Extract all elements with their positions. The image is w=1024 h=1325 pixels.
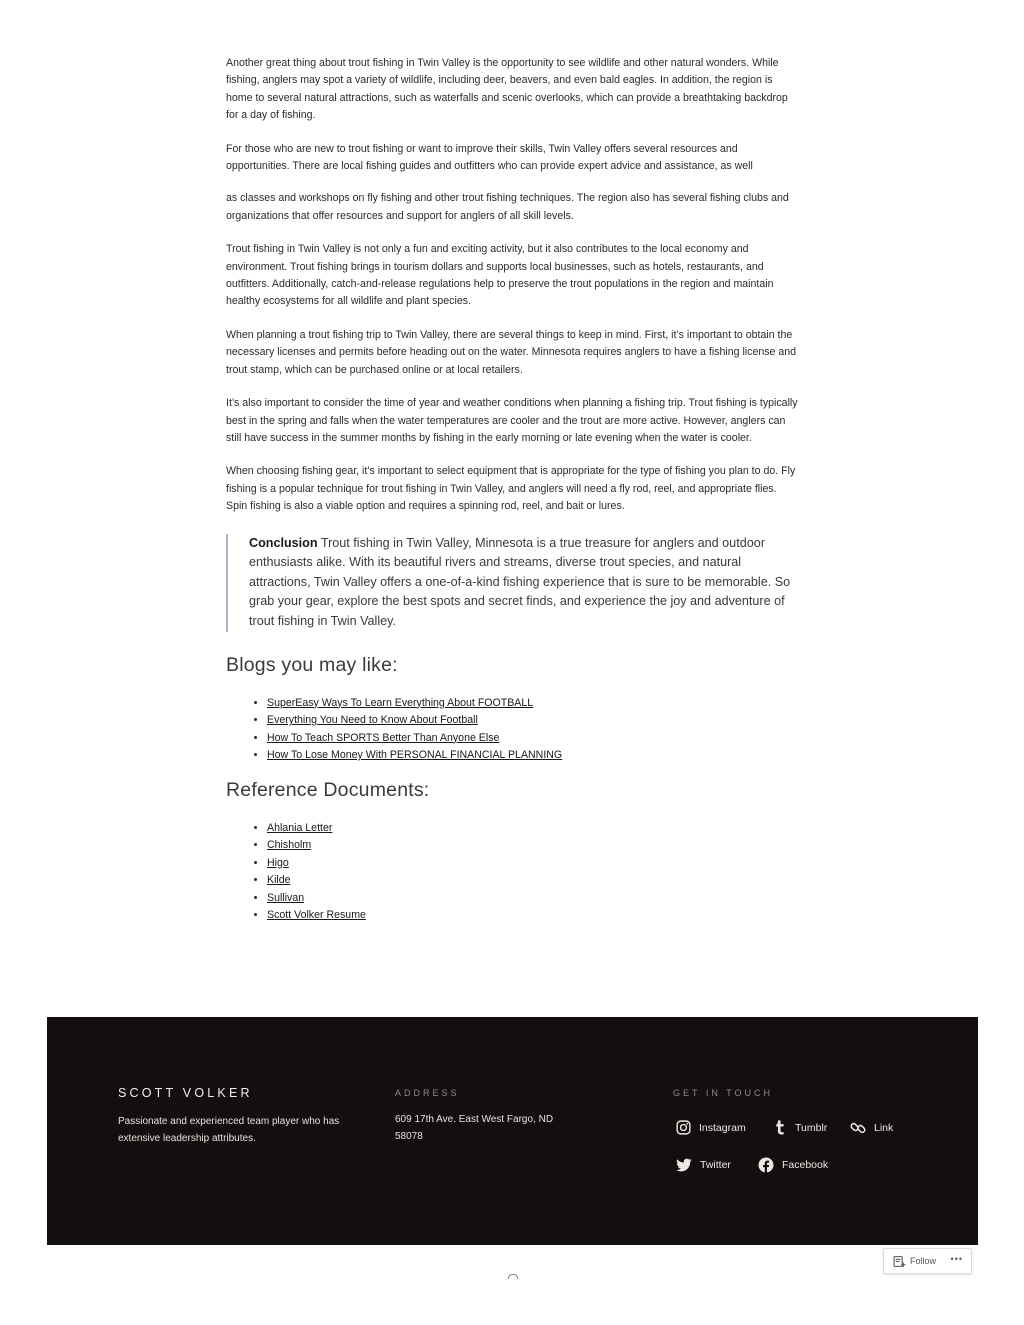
references-heading: Reference Documents: [226,778,430,801]
address-heading: ADDRESS [395,1088,460,1098]
list-item [267,695,800,713]
list-item [267,820,800,838]
article-content [226,55,800,939]
footer-brand[interactable]: SCOTT VOLKER [118,1086,253,1100]
list-item [267,747,800,765]
footer-description: Passionate and experienced team player who has extensive leadership attributes. [118,1116,340,1144]
blog-link[interactable]: Everything You Need to Know About Football [267,714,478,726]
reader-follow-icon [893,1255,906,1268]
blogs-list [226,695,800,765]
quote-label: Conclusion [249,535,318,550]
list-item [267,855,800,873]
conclusion-quote [226,534,800,632]
paragraph: When planning a trout fishing trip to Twin Valley, there are several things to keep in mind. First, it’s important to obtain the necessary licenses and permits before heading out on the water. Minnesota requires anglers to have a fishing license and trout stamp, which can be purchased online or at local retailers. [226,328,797,376]
reference-link[interactable]: Kilde [267,874,291,886]
paragraph: Another great thing about trout fishing in Twin Valley is the opportunity to see wildlife and other natural wonders. While fishing, anglers may spot a variety of wildlife, including deer, beavers, and even bald eagles. In addition, the region is home to several natural attractions, such as waterfalls and scenic overlooks, which can provide a breathtaking backdrop for a day of fishing. [226,57,788,122]
quote-text: Trout fishing in Twin Valley, Minnesota is a true treasure for anglers and outdoor enthusiasts alike. With its beautiful rivers and streams, diverse trout species, and natural attractions, Twin Valley offers a one-of-a-kind fishing experience that is sure to be memorable. So grab your gear, explore the best spots and secret finds, and experience the joy and adventure of trout fishing in Twin Valley. [249,535,791,628]
facebook-label: Facebook [782,1159,829,1171]
address-text: 609 17th Ave. East West Fargo, ND 58078 [395,1114,554,1142]
paragraph: as classes and workshops on fly fishing and other trout fishing techniques. The region also has several fishing clubs and organizations that offer resources and support for anglers of all skill levels. [226,192,789,222]
tumblr-label: Tumblr [795,1121,828,1134]
paragraph: When choosing fishing gear, it’s important to select equipment that is appropriate for the type of fishing you plan to do. Fly fishing is a popular technique for trout fishing in Twin Valley, and anglers will need a fly rod, reel, and appropriate flies. Spin fishing is also a viable option and requires a spinning rod, reel, and bait or lures. [226,465,796,513]
twitter-icon [675,1156,693,1174]
facebook-link[interactable] [757,1156,828,1174]
tumblr-icon [771,1119,788,1136]
list-item [267,712,800,730]
references-list [226,820,800,925]
paragraph: It’s also important to consider the time of year and weather conditions when planning a fishing trip. Trout fishing is typically best in the spring and falls when the water temperatures are cooler and the trout are more active. However, anglers can still have success in the summer months by fishing in the early morning or late evening when the water is cooler. [226,397,798,444]
chain-link-icon [849,1119,867,1137]
blog-link[interactable]: SuperEasy Ways To Learn Everything About FOOTBALL [267,696,534,709]
list-item [267,730,800,748]
list-item [267,890,800,908]
follow-button[interactable] [883,1248,972,1274]
contact-heading: GET IN TOUCH [673,1088,774,1098]
site-footer [47,1017,978,1245]
tumblr-link[interactable] [771,1119,827,1136]
blogs-heading: Blogs you may like: [226,653,398,676]
blog-link[interactable]: How To Teach SPORTS Better Than Anyone Else [267,731,500,744]
list-item [267,837,800,855]
reference-link[interactable]: Ahlania Letter [267,821,333,834]
instagram-label: Instagram [699,1121,746,1134]
twitter-label: Twitter [700,1159,731,1171]
more-options-icon[interactable]: ••• [950,1254,963,1264]
follow-label: Follow [910,1256,937,1266]
list-item [267,872,800,890]
facebook-icon [757,1156,775,1174]
twitter-link[interactable] [675,1156,731,1174]
reference-link[interactable]: Chisholm [267,839,312,851]
scroll-indicator-icon [508,1274,518,1279]
list-item [267,907,800,925]
reference-link[interactable]: Higo [267,856,289,869]
link-label: Link [874,1122,894,1134]
link-link[interactable] [849,1119,893,1137]
instagram-icon [675,1119,692,1136]
reference-link[interactable]: Scott Volker Resume [267,909,366,921]
reference-link[interactable]: Sullivan [267,891,305,904]
paragraph: For those who are new to trout fishing or want to improve their skills, Twin Valley offers several resources and opportunities. There are local fishing guides and outfitters who can provide expert advice and assistance, as well [226,142,753,173]
blog-link[interactable]: How To Lose Money With PERSONAL FINANCIAL PLANNING [267,749,563,761]
paragraph: Trout fishing in Twin Valley is not only a fun and exciting activity, but it also contributes to the local economy and environment. Trout fishing brings in tourism dollars and supports local businesses, such as hotels, restaurants, and outfitters. Additionally, catch-and-release regulations help to preserve the trout populations in the region and maintain healthy ecosystems for all wildlife and plant species. [226,243,774,308]
instagram-link[interactable] [675,1119,746,1136]
